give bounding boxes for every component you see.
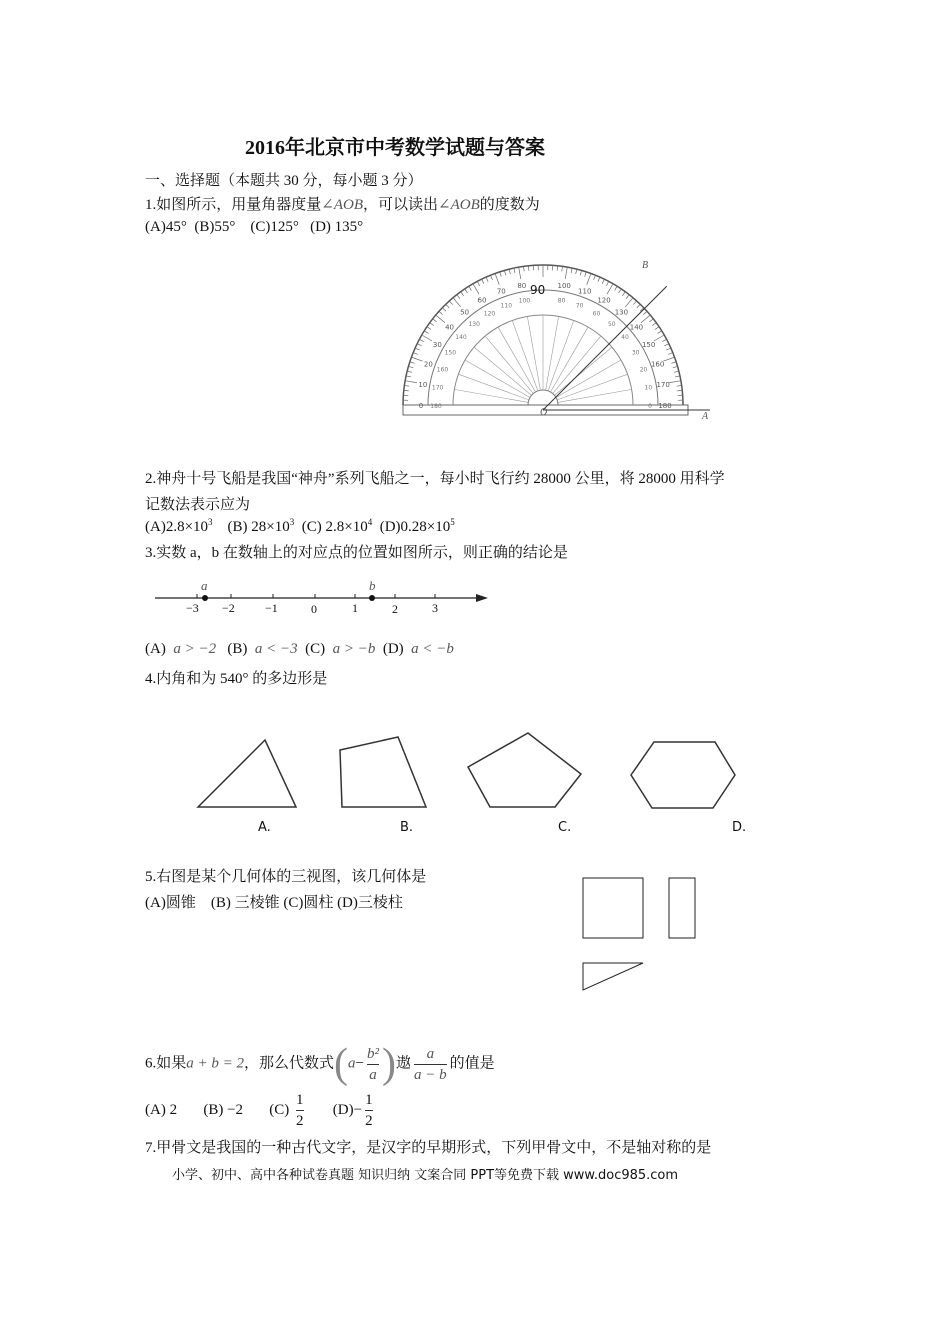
scale-label: 120 (597, 296, 611, 305)
scale-label: 20 (423, 360, 433, 369)
scale-label: 40 (621, 334, 629, 342)
question-6: 6.如果a + b = 2，那么代数式(a− $\frac{\text{b²}}{a}$ )遨 $\frac{a}{a - b}$ 的值是 (145, 1041, 495, 1087)
question-7: 7.甲骨文是我国的一种古代文字，是汉字的早期形式，下列甲骨文中，不是轴对称的是 (145, 1140, 712, 1156)
point-o-label: O (540, 407, 548, 418)
tick-label: −1 (265, 601, 278, 615)
scale-label: 70 (575, 302, 584, 310)
option-label-a: A. (258, 820, 271, 835)
tick-label: 1 (352, 601, 358, 615)
tick-label: 0 (311, 602, 317, 616)
scale-label: 30 (432, 341, 442, 349)
top-view (583, 963, 643, 990)
question-1-options: (A)45° (B)55° (C)125° (D) 135° (145, 219, 364, 235)
scale-label: 140 (629, 323, 644, 332)
scale-label: 0 (648, 403, 652, 410)
question-2: 2.神舟十号飞船是我国“神舟”系列飞船之一，每小时飞行约 28000 公里，将 28000 用科学 (145, 471, 725, 487)
tick-label: 3 (432, 601, 438, 615)
polygon-choices (190, 730, 750, 815)
scale-label: 170 (656, 380, 670, 389)
protractor-90-label: 90 (530, 283, 546, 297)
scale-label: 40 (445, 323, 455, 332)
number-line-b-label: b (369, 578, 376, 593)
scale-label: 100 (557, 281, 571, 290)
scale-label: 120 (483, 310, 496, 318)
scale-label: 130 (468, 321, 480, 329)
scale-label: 160 (436, 366, 449, 374)
three-view-figure (578, 873, 703, 998)
triangle-shape (198, 740, 296, 807)
protractor-figure (395, 255, 715, 435)
scale-label: 80 (517, 281, 527, 290)
quadrilateral-shape (340, 737, 426, 807)
point-a-dot (202, 595, 208, 601)
scale-label: 160 (650, 360, 665, 369)
question-6-options: (A) 2 (B) −2 (C) $\frac{1}{2}$ (D)− $\frac{1}{2}$ (145, 1092, 373, 1129)
scale-label: 170 (431, 384, 444, 392)
option-label-c: C. (558, 820, 572, 835)
scale-label: 180 (430, 403, 442, 410)
scale-label: 50 (460, 308, 470, 317)
scale-label: 60 (592, 310, 601, 318)
tick-label: 2 (392, 602, 398, 616)
scale-label: 10 (644, 384, 653, 392)
point-a-label: A (702, 411, 709, 422)
scale-label: 20 (639, 366, 648, 374)
scale-label: 100 (518, 297, 531, 305)
scale-label: 60 (477, 296, 487, 305)
number-line-a-label: a (201, 578, 208, 593)
scale-label: 110 (578, 287, 592, 296)
question-3: 3.实数 a，b 在数轴上的对应点的位置如图所示，则正确的结论是 (145, 545, 568, 561)
question-4: 4.内角和为 540° 的多边形是 (145, 671, 328, 687)
scale-label: 10 (418, 380, 428, 389)
option-label-b: B. (400, 820, 414, 835)
scale-label: 110 (500, 302, 513, 310)
scale-label: 150 (444, 349, 457, 357)
point-b-label: B (642, 260, 649, 271)
question-2-options: $(A)2.8\times 10^3$ (B) $28\times 10^3$ (C) $2.8\times 10^4$ $(D)0.28\times 10^5$ (145, 517, 455, 535)
scale-label: 180 (658, 402, 672, 410)
question-2-line2: 记数法表示应为 (145, 497, 251, 513)
scale-label: 80 (557, 297, 566, 305)
scale-label: 50 (607, 321, 616, 329)
question-1: 1.如图所示，用量角器度量∠AOB，可以读出∠AOB的度数为 (145, 197, 540, 213)
pentagon-shape (468, 733, 581, 807)
tick-label: −2 (222, 601, 235, 615)
option-label-d: D. (732, 820, 747, 835)
footer-text: 小学、初中、高中各种试卷真题 知识归纳 文案合同 PPT等免费下载 www.doc985.com (172, 1168, 679, 1183)
scale-label: 0 (418, 402, 424, 410)
hexagon-shape (631, 742, 735, 808)
scale-label: 150 (641, 341, 656, 349)
scale-label: 140 (455, 334, 467, 342)
tick-label: −3 (186, 601, 199, 615)
front-view (583, 878, 643, 938)
page-title: 2016年北京市中考数学试题与答案 (245, 137, 545, 159)
point-b-dot (369, 595, 375, 601)
side-view (669, 878, 695, 938)
scale-label: 130 (614, 308, 629, 317)
question-3-options: (A) a > −2 (B) a < −3 (C) a > −b (D) a < −b (145, 641, 454, 657)
question-5: 5.右图是某个几何体的三视图，该几何体是 (145, 869, 427, 885)
scale-label: 70 (496, 287, 506, 296)
section-heading: 一、选择题（本题共 30 分，每小题 3 分） (145, 173, 423, 189)
scale-label: 30 (631, 349, 640, 357)
question-5-options: (A)圆锥 (B) 三棱锥 (C)圆柱 (D)三棱柱 (145, 895, 403, 911)
